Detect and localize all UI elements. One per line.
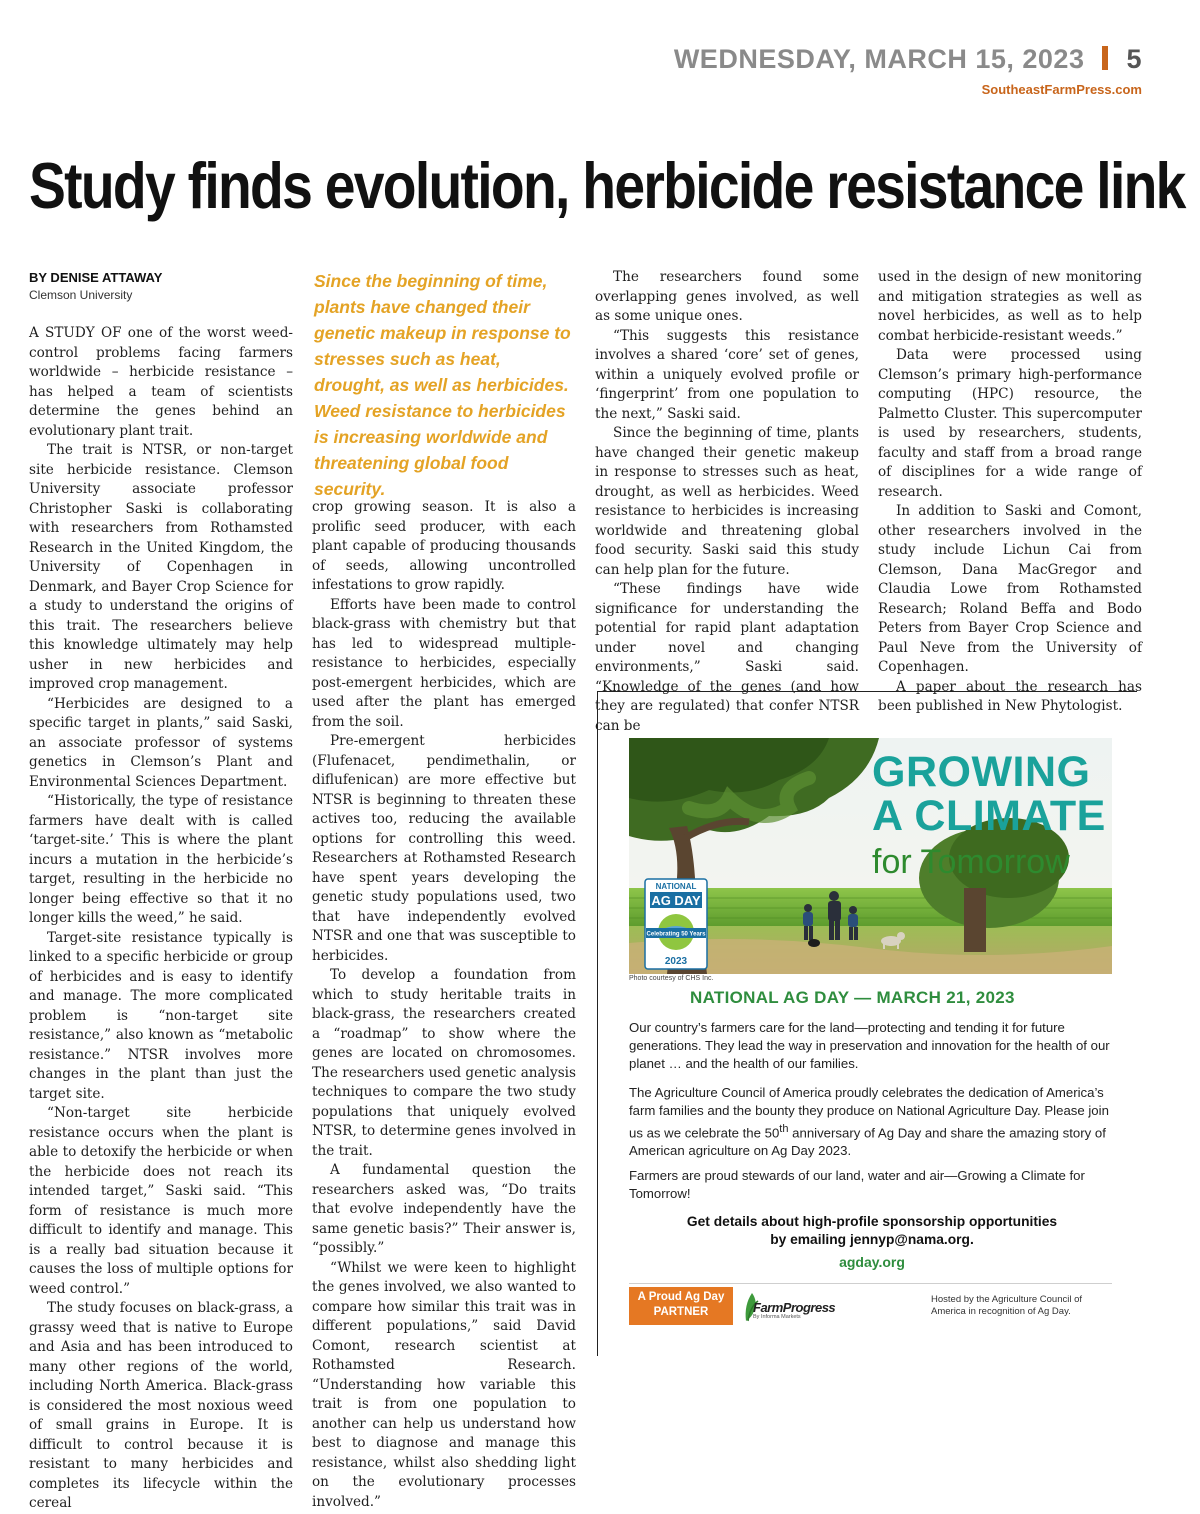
paragraph: Pre-emergent herbicides (Flufenacet, pendimethalin, or diflufenican) are more effective but NTSR is beginning to threaten these actives too, reducing the available options for controlling this weed. Researchers at Rothamsted Research have spent years developing the genetic study populations used, two that have independently evolved NTSR and one that was susceptible to herbicides. bbox=[312, 733, 576, 964]
agday-url-link[interactable]: agday.org bbox=[839, 1254, 905, 1270]
farm-progress-subtitle: By Informa Markets bbox=[753, 1314, 801, 1320]
paragraph: “This suggests this resistance involves a shared ‘core’ set of genes, within a uniquely evolved profile or ‘fingerprint’ from one population to the next,” Saski said. bbox=[595, 327, 859, 422]
ad-paragraph-1: Our country’s farmers care for the land—protecting and tending it for future generations. They lead the way in preservation and innovation for the health of our planet … and the health of our families. bbox=[629, 1020, 1110, 1071]
paragraph: In addition to Saski and Comont, other researchers involved in the study include Lichun Cai from Clemson, Dana MacGregor and Claudia Lowe from Rothamsted Research; Roland Beffa and Bodo Peters from Bayer Crop Science and Paul Neve from the University of Copenhagen. bbox=[878, 503, 1142, 675]
paragraph: To develop a foundation from which to study heritable traits in black-grass, the researchers created a “roadmap” to show where the genes are located on chromosomes. The researchers used genetic analysis techniques to compare the two study populations that uniquely evolved NTSR, to determine genes involved in the trait. bbox=[312, 967, 576, 1159]
paragraph: Since the beginning of time, plants have changed their genetic makeup in response to stresses such as heat, drought, as well as herbicides. Weed resistance to herbicides is increasing worldwide and threatening global food security. Saski said this study can help plan for the future. bbox=[595, 425, 859, 578]
paragraph: A fundamental question the researchers asked was, “Do traits that evolve independently have the same genetic basis?” Their answer is, “possibly.” bbox=[312, 1162, 576, 1256]
paragraph: “Historically, the type of resistance farmers have dealt with is called ‘target-site.’ This is where the plant incurs a mutation in the herbicide’s target, resulting in the herbicide no longer being effective so that it no longer kills the weed,” he said. bbox=[29, 793, 293, 926]
paragraph: “Whilst we were keen to highlight the genes involved, we also wanted to compare how similar this trait was in different populations,” said David Comont, research scientist at Rothamsted Research. “Understanding how variable this trait is from one population to another can help us understand how best to diagnose and manage this resistance, whilst also shedding light on the evolutionary processes involved.” bbox=[312, 1259, 576, 1510]
ordinal-suffix: th bbox=[779, 1123, 789, 1135]
paragraph: “These findings have wide significance for understanding the potential for rapid plant adaptation under novel and changing environments,” Saski said. “Knowledge of the genes (and how they are regulated) that confer NTSR can be bbox=[595, 581, 859, 734]
photo-credit: Photo courtesy of CHS Inc. bbox=[629, 975, 714, 982]
cta-line-2 bbox=[629, 1231, 1115, 1249]
pull-quote: Since the beginning of time, plants have changed their genetic makeup in response to stresses such as heat, drought, as well as herbicides. Weed resistance to herbicides is increasing worldwide and threatening global food security. bbox=[314, 271, 571, 499]
partner-line-1: A Proud Ag Day bbox=[637, 1291, 725, 1303]
partner-line-2: PARTNER bbox=[653, 1306, 709, 1318]
ad-paragraph-2 bbox=[629, 1084, 1115, 1160]
article-headline: Study finds evolution, herbicide resistance link bbox=[29, 149, 1185, 222]
paragraph: The researchers found some overlapping genes involved, as well as some unique ones. bbox=[595, 269, 859, 324]
issue-date-bar bbox=[674, 44, 1142, 75]
header-divider bbox=[1102, 46, 1108, 70]
ad-call-to-action bbox=[629, 1213, 1115, 1249]
badge-agday-text: AG DAY bbox=[651, 893, 701, 908]
paragraph: crop growing season. It is also a prolific seed producer, with each plant capable of producing thousands of seeds, allowing uncontrolled infestations to grow rapidly. bbox=[312, 499, 576, 593]
article-column-2 bbox=[312, 498, 576, 1512]
ad-event-date: NATIONAL AG DAY — MARCH 21, 2023 bbox=[690, 988, 1015, 1007]
page-number: 5 bbox=[1126, 44, 1142, 74]
paragraph: A paper about the research has been published in New Phytologist. bbox=[878, 678, 1142, 714]
cta-period: . bbox=[969, 1232, 974, 1247]
article-column-4 bbox=[878, 268, 1142, 717]
byline bbox=[29, 270, 162, 302]
ag-day-logo-badge bbox=[644, 878, 708, 970]
ad-headline bbox=[872, 750, 1106, 884]
author-affiliation: Clemson University bbox=[29, 288, 133, 302]
paragraph: Target-site resistance typically is linked to a specific herbicide or group of herbicides and is easy to identify and manage. The more complicated problem is “non-target site resistance,” also known as “metabolic resistance.” NTSR involves more changes in the plant than just the target site. bbox=[29, 929, 293, 1102]
ad-headline-line-3: for Tomorrow bbox=[872, 843, 1070, 881]
ad-paragraph-3: Farmers are proud stewards of our land, water and air—Growing a Climate for Tomorrow! bbox=[629, 1168, 1085, 1201]
paragraph: A STUDY OF one of the worst weed-control problems facing farmers worldwide – herbicide resistance – has helped a team of scientists determine the genes behind an evolutionary plant trait. bbox=[29, 325, 293, 439]
badge-national-text: NATIONAL bbox=[655, 882, 697, 891]
ad-paragraph-2-start: The Agriculture Council of America proudly celebrates the dedication of America’s farm families and the bounty they produce on National Agriculture Day. Please join us as we celebrate the 50 bbox=[629, 1085, 1109, 1141]
ad-paragraph-2-end: anniversary of Ag Day and share the amazing story of American agriculture on Ag Day 2023. bbox=[629, 1125, 1106, 1159]
article-column-1 bbox=[29, 324, 293, 1514]
ad-headline-line-1: GROWING bbox=[872, 748, 1091, 796]
paragraph: “Non-target site herbicide resistance occurs when the plant is able to detoxify the herbicide or when the herbicide does not reach its intended target,” Saski said. “This form of resistance is much more difficult to identify and manage. This is a really bad situation because it causes the loss of multiple options for weed control.” bbox=[29, 1105, 293, 1297]
partner-badge bbox=[629, 1287, 733, 1325]
issue-date: WEDNESDAY, MARCH 15, 2023 bbox=[673, 44, 1085, 74]
hosted-by-note: Hosted by the Agriculture Council of America in recognition of Ag Day. bbox=[931, 1294, 1083, 1317]
paragraph: Data were processed using Clemson’s primary high-performance computing (HPC) resource, the Palmetto Cluster. This supercomputer is used by researchers, students, faculty and staff from a broad range of disciplines for a wide range of research. bbox=[878, 347, 1142, 500]
author-name: BY DENISE ATTAWAY bbox=[29, 270, 163, 285]
badge-year-text: 2023 bbox=[664, 956, 688, 967]
cta-email-link[interactable]: jennyp@nama.org bbox=[849, 1232, 970, 1247]
paragraph: The study focuses on black-grass, a grassy weed that is native to Europe and Asia and has been introduced to many other regions of the world, including North America. Black-grass is considered the most noxious weed of small grains in Europe. It is difficult to control because it is resistant to many herbicides and completes its lifecycle within the cereal bbox=[29, 1300, 293, 1511]
paragraph: Efforts have been made to control black-grass with chemistry but that has led to widespread multiple-resistance to herbicides, especially post-emergent herbicides, which are used after the plant has emerged from the soil. bbox=[312, 596, 576, 730]
article-column-3 bbox=[595, 268, 859, 736]
paragraph: The trait is NTSR, or non-target site herbicide resistance. Clemson University associate professor Christopher Saski is collaborating with researchers from Rothamsted Research in the United Kingdom, the University of Copenhagen in Denmark, and Bayer Crop Science for a study to understand the origins of this trait. The researchers believe this knowledge ultimately may help usher in new herbicides and improved crop management. bbox=[29, 442, 293, 692]
ad-footer-divider bbox=[629, 1283, 1112, 1284]
farm-progress-logo-text: FarmProgress bbox=[753, 1300, 836, 1315]
paragraph: used in the design of new monitoring and mitigation strategies as well as novel herbicides, as well as to help combat herbicide-resistant weeds.” bbox=[878, 269, 1142, 344]
cta-prefix: by emailing bbox=[770, 1232, 850, 1247]
site-link[interactable]: SoutheastFarmPress.com bbox=[981, 82, 1142, 97]
cta-line-1: Get details about high-profile sponsorship opportunities bbox=[686, 1214, 1058, 1229]
paragraph: “Herbicides are designed to a specific target in plants,” said Saski, an associate professor of systems genetics in Clemson’s Plant and Environmental Sciences Department. bbox=[29, 695, 293, 790]
ad-headline-line-2: A CLIMATE bbox=[872, 792, 1106, 840]
badge-ribbon-text: Celebrating 50 Years bbox=[646, 931, 706, 938]
